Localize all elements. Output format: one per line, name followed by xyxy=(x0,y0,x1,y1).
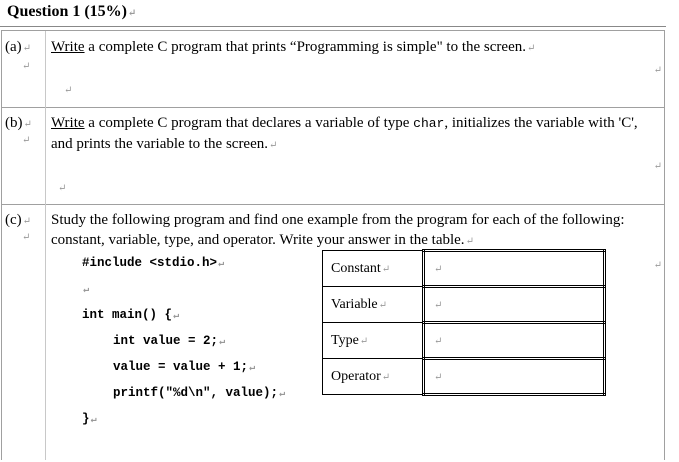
code-line: int main() {↵ xyxy=(82,308,180,322)
code-listing xyxy=(82,251,285,433)
code-line: #include <stdio.h>↵ xyxy=(82,256,225,270)
answer-cell-variable[interactable]: ↵ xyxy=(424,287,605,323)
question-label-b: (b)↵ xyxy=(5,115,32,131)
answer-row-constant: Constant↵ ↵ xyxy=(323,251,605,287)
answer-cell-type[interactable]: ↵ xyxy=(424,323,605,359)
answer-row-variable: Variable↵ ↵ xyxy=(323,287,605,323)
answer-row-operator: Operator↵ ↵ xyxy=(323,359,605,395)
question-label-a: (a)↵ xyxy=(5,39,32,55)
answer-cell-constant[interactable]: ↵ xyxy=(424,251,605,287)
code-line: int value = 2;↵ xyxy=(98,334,226,348)
title-rule xyxy=(0,26,666,27)
code-line: value = value + 1;↵ xyxy=(98,360,256,374)
question-text-a: Write a complete C program that prints “Programming is simple" to the screen.↵ xyxy=(51,39,536,55)
question-row-c: (c)↵ ↵ Study the following program and find one example from the program for each of the following: constant, variable, type, and operator. Write your answer in the table.↵ ↵ xyxy=(1,204,665,460)
code-line: printf("%d\n", value);↵ xyxy=(98,386,286,400)
question-label-c: (c)↵ xyxy=(5,212,32,228)
question-text-b: Write a complete C program that declares a variable of type char, initializes the variable with 'C', and prints the variable to the screen.↵ xyxy=(51,115,638,152)
question-title: Question 1 (15%)↵ xyxy=(7,3,137,20)
code-line: }↵ xyxy=(82,412,97,426)
question-text-c: Study the following program and find one example from the program for each of the following: constant, variable, type, and operator. Write your answer in the table.↵ xyxy=(51,212,625,248)
code-line: ↵ xyxy=(83,285,90,296)
answer-table xyxy=(322,249,606,396)
answer-row-type: Type↵ ↵ xyxy=(323,323,605,359)
question-row-b: (b)↵ ↵ Write a complete C program that declares a variable of type char, initializes the variable with 'C', and prints the variable to the screen.↵ ↵ ↵ xyxy=(1,107,665,205)
question-row-a: (a)↵ ↵ Write a complete C program that prints “Programming is simple" to the screen.↵ ↵ ↵ xyxy=(1,31,665,108)
answer-cell-operator[interactable]: ↵ xyxy=(424,359,605,395)
